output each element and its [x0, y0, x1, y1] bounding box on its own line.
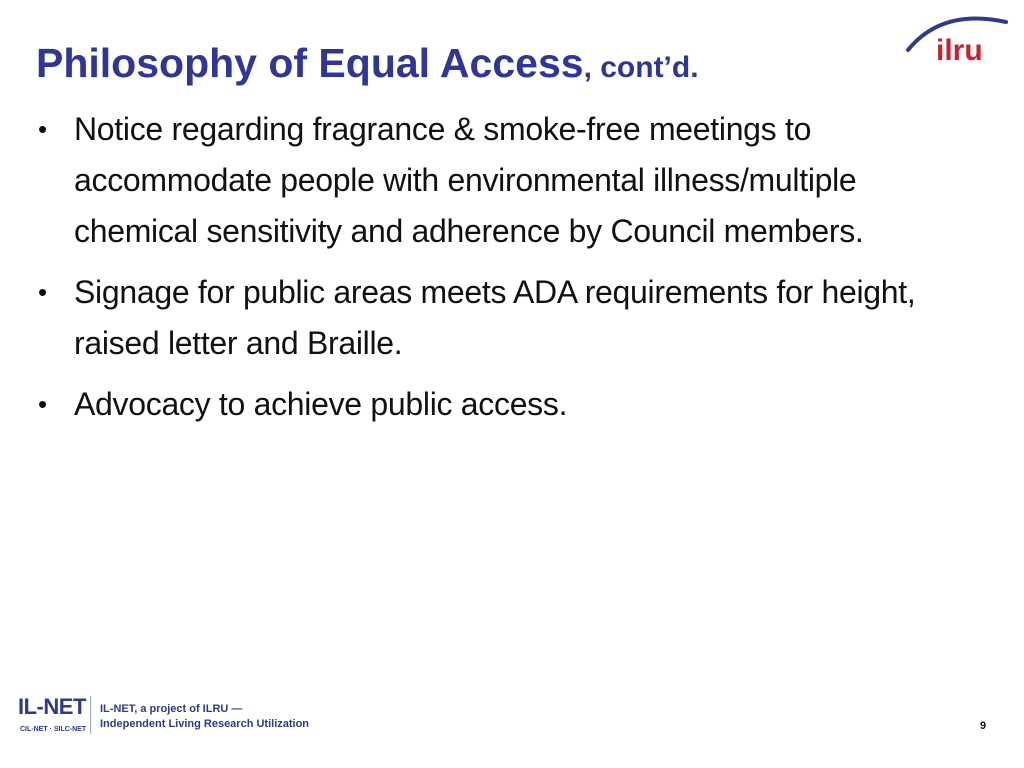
bullet-item: [36, 379, 966, 430]
bullet-text: Notice regarding fragrance & smoke-free meetings to accommodate people with environmental illness/multiple chemical sensitivity and adherence by Council members.: [74, 111, 864, 249]
bullet-dot: •: [38, 277, 47, 307]
footer-logo: [18, 694, 318, 738]
bullet-dot: •: [38, 114, 47, 144]
footer-line-2: Independent Living Research Utilization: [100, 718, 310, 730]
bullet-item: [36, 104, 966, 257]
bullet-dot: •: [38, 389, 47, 419]
bullet-item: [36, 267, 966, 369]
slide-title-main: Philosophy of Equal Access: [36, 40, 584, 86]
ilru-logo: [902, 6, 1012, 70]
ilnet-logo-subtext: CIL-NET · SILC-NET: [20, 726, 87, 733]
bullet-list: [36, 104, 966, 440]
ilru-logo-text: ilru: [936, 34, 983, 67]
slide-title-suffix: , cont’d.: [583, 51, 699, 84]
footer-description: [100, 702, 309, 732]
slide-title: [36, 40, 699, 87]
bullet-text: Signage for public areas meets ADA requirements for height, raised letter and Braille.: [74, 274, 916, 361]
page-number: 9: [980, 720, 987, 732]
ilnet-logo-text: IL-NET: [18, 694, 86, 719]
footer-line-1: IL-NET, a project of ILRU —: [100, 703, 243, 715]
footer-divider: [90, 696, 91, 734]
bullet-text: Advocacy to achieve public access.: [74, 386, 568, 422]
